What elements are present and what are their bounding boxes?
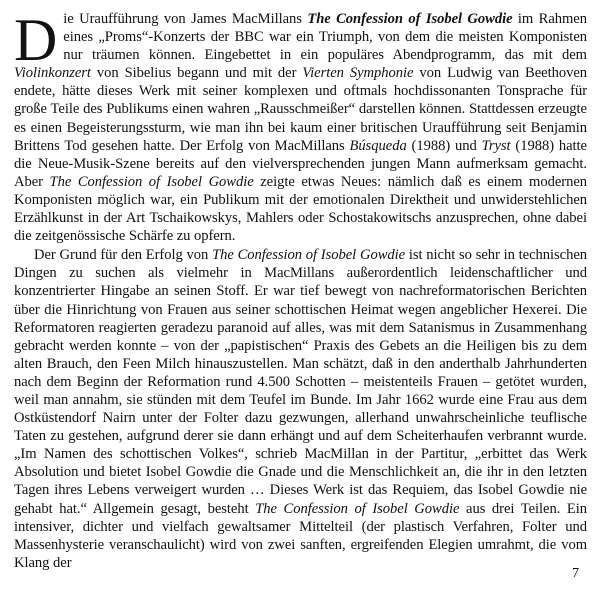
drop-cap: D	[14, 7, 58, 73]
text-run: Der Grund für den Erfolg von	[34, 247, 213, 264]
page-number: 7	[572, 566, 579, 581]
text-run: von Ludwig van Beethoven endete, hätte dieses Werk mit seiner komplexen und oftmals hochdissonanten Tonsprache für große Teile des Publikums einen wahren „Rausschmeißer“ darstellen können. Stattdessen erzeugte es einen Begeisterungssturm, wie man ihn bei kaum einer britischen Uraufführung seit Benjamin Brittens Tod gesehen hatte. Der Erfolg von MacMillans	[14, 65, 587, 154]
text-run: von Sibelius begann und mit der	[90, 65, 303, 82]
work-title: Búsqueda	[349, 137, 407, 154]
work-title: Tryst	[481, 137, 511, 154]
text-run: ist nicht so sehr in technischen Dingen zu suchen als vielmehr in MacMillans außerordentlich leidenschaftlicher und konzentrierter Hingabe an seinen Stoff. Er war tief bewegt von nachreformatorischen Berichten über die Hinrichtung von Frauen aus seiner schottischen Heimat wegen angeblicher Hexerei. Die Reformatoren reagierten geradezu paranoid auf alles, was mit dem Satanismus in Zusammenhang gebracht werden konnte – von der „papistischen“ Praxis des Gebets an die Heiligen bis zu dem alten Brauch, den Feen Milch hinauszustellen. Man schätzt, daß in den anderthalb Jahrhunderten nach dem Beginn der Reformation rund 4.500 Schotten – meistenteils Frauen – getötet wurden, weil man annahm, sie stünden mit dem Teufel im Bunde. Im Jahr 1662 wurde eine Frau aus dem Ostküstendorf Nairn unter der Folter dazu gezwungen, allerhand unwahrscheinliche teuflische Taten zu gestehen, aufgrund derer sie dann erhängt und auf dem Scheiterhaufen verbrannt wurde. „Im Namen des schottischen Volkes“, schrieb MacMillan in der Partitur, „erbittet das Werk Absolution und bietet Isobel Gowdie die Gnade und die Menschlichkeit an, die ihr in den letzten Tagen ihres Lebens verweigert wurden … Dieses Werk ist das Requiem, das Isobel Gowdie nie gehabt hat.“ Allgemein gesagt, besteht	[14, 247, 587, 517]
text-run: ie Uraufführung von James MacMillans	[63, 11, 308, 27]
work-title: Vierten Symphonie	[302, 65, 414, 82]
work-title: The Confession of Isobel Gowdie	[212, 247, 406, 264]
work-title: The Confession of Isobel Gowdie	[255, 500, 460, 517]
text-run: (1988) hatte die Neue-Musik-Szene bereits auf den vielversprechenden jungen Mann aufmerksam gemacht. Aber	[14, 137, 587, 190]
paragraph-1	[14, 7, 587, 245]
work-title: The Confession of Isobel Gowdie	[49, 173, 254, 190]
text-run: zeigte etwas Neues: nämlich daß es einem modernen Komponisten möglich war, ein Publikum mit der emotionalen Direktheit und unwiderstehlichen Erzählkunst in der Art Tschaikowskys, Mahlers oder Schostakowitschs anzusprechen, ohne dabei die zeitgenössische Schärfe zu opfern.	[14, 173, 587, 245]
paragraph-2	[14, 246, 587, 572]
text-run: (1988) und	[406, 137, 482, 154]
work-title: The Confession of Isobel Gowdie	[307, 11, 513, 27]
work-title: Violinkonzert	[14, 65, 91, 82]
text-run: im Rahmen eines „Proms“-Konzerts der BBC war ein Triumph, von dem die meisten Komponisten nur träumen können. Eingebettet in ein populäres Abendprogramm, das mit dem	[63, 11, 587, 64]
text-run: aus drei Teilen. Ein intensiver, dichter und vielfach gewaltsamer Mittelteil (der plastisch Verfahren, Folter und Massenhysterie veranschaulicht) wird von zwei sanften, ergreifenden Elegien umrahmt, die vom Klang der	[14, 500, 588, 571]
